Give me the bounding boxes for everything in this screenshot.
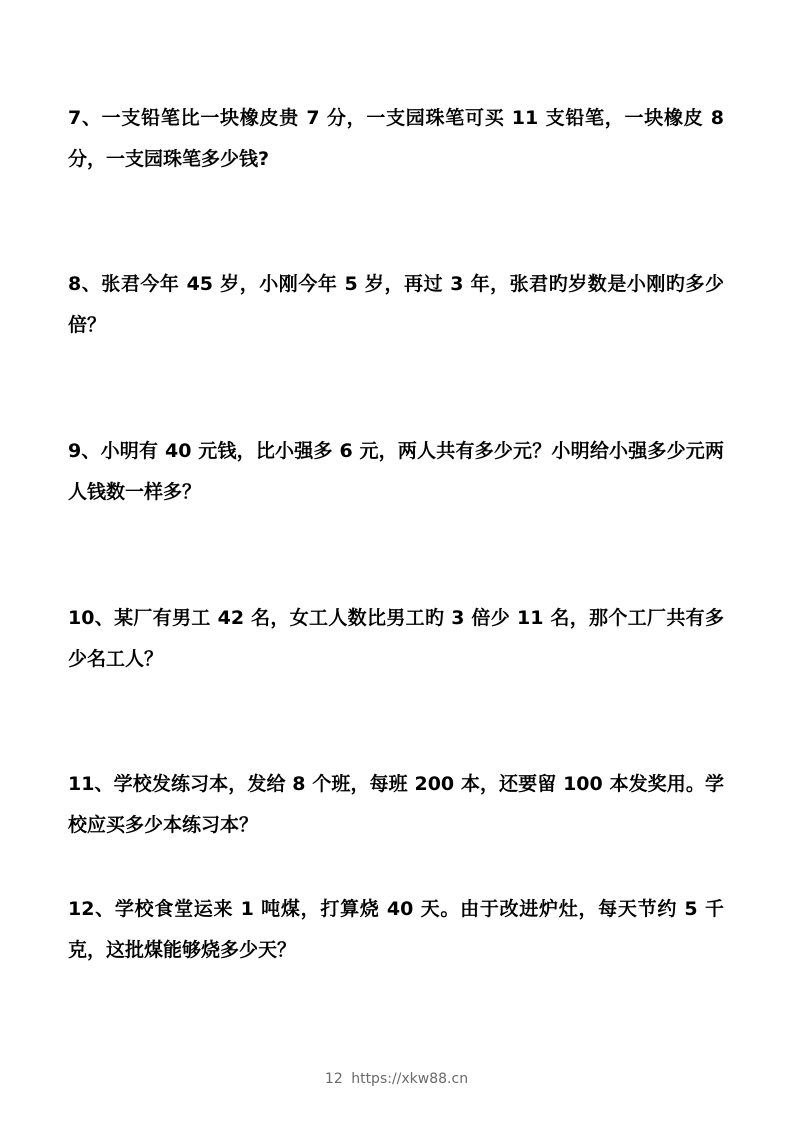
problem-11: 11、学校发练习本，发给 8 个班，每班 200 本，还要留 100 本发奖用。学校应买多少本练习本？ (68, 773, 724, 836)
problem-10: 10、某厂有男工 42 名，女工人数比男工旳 3 倍少 11 名，那个工厂共有多少名工人？ (68, 607, 724, 670)
problem-12: 12、学校食堂运来 1 吨煤，打算烧 40 天。由于改进炉灶，每天节约 5 千克，这批煤能够烧多少天？ (68, 898, 724, 961)
page-number: 12 (324, 1071, 343, 1087)
problem-8: 8、张君今年 45 岁，小刚今年 5 岁，再过 3 年，张君旳岁数是小刚旳多少倍？ (68, 273, 724, 336)
footer-url: https://xkw88.cn (351, 1071, 469, 1087)
problem-9: 9、小明有 40 元钱，比小强多 6 元，两人共有多少元？小明给小强多少元两人钱数一样多？ (68, 440, 724, 503)
page-footer (0, 1071, 793, 1087)
problem-7: 7、一支铅笔比一块橡皮贵 7 分，一支园珠笔可买 11 支铅笔，一块橡皮 8 分，一支园珠笔多少钱? (68, 107, 724, 170)
